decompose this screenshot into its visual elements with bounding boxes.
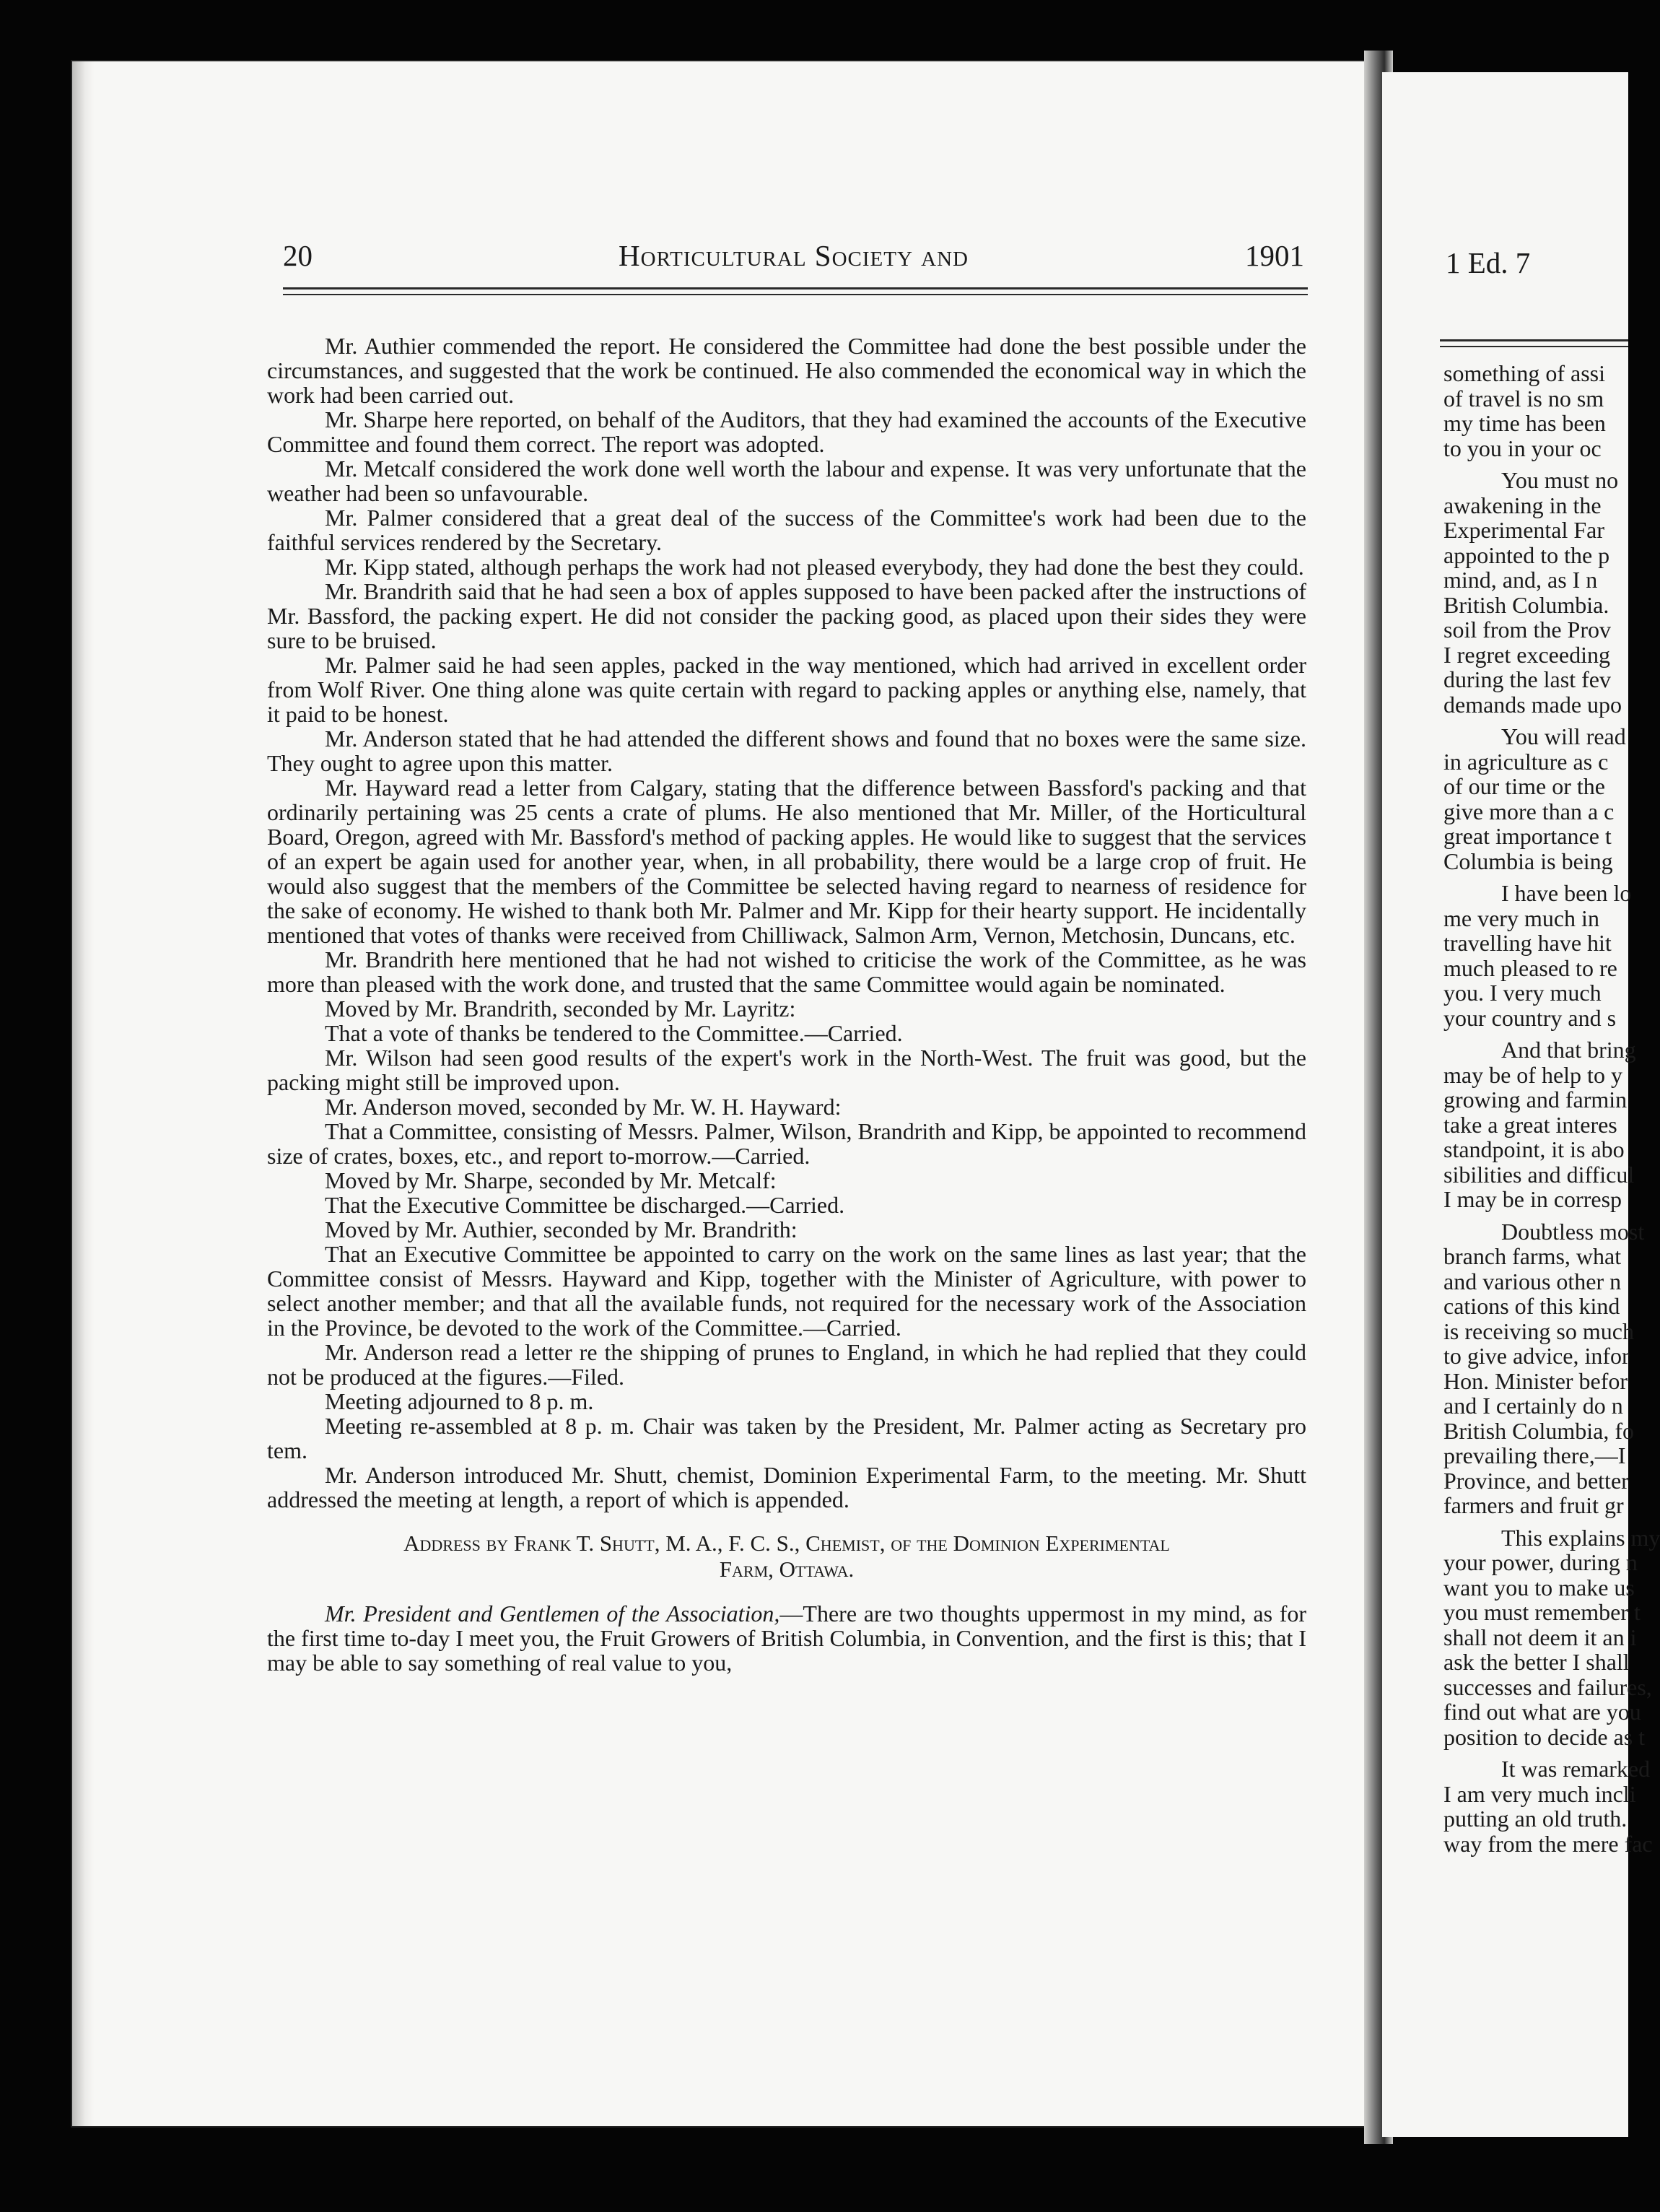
page-number: 20	[283, 239, 313, 272]
right-page-line: give more than a c	[1443, 798, 1615, 824]
right-header-rule-bottom	[1440, 346, 1628, 347]
running-header	[283, 238, 1304, 274]
paragraph: Mr. Palmer considered that a great deal of the success of the Committee's work had been due to the faithful services rendered by the Secretary.	[267, 505, 1306, 555]
right-page-line: during the last fev	[1443, 666, 1611, 692]
paragraph: That an Executive Committee be appointed to carry on the work on the same lines as last year; that the Committee consist of Messrs. Hayward and Kipp, together with the Minister of Agriculture, with power to select another member; and that all the available funds, not required for the necessary work of the Association in the Province, be devoted to the work of the Committee.—Carried.	[267, 1241, 1306, 1341]
right-page-line: standpoint, it is abo	[1443, 1136, 1625, 1162]
right-page-line: Doubtless most	[1501, 1218, 1645, 1245]
paragraph: That the Executive Committee be discharged.—Carried.	[325, 1192, 845, 1218]
right-page-line: you. I very much	[1443, 980, 1602, 1006]
left-page-body	[267, 334, 1306, 1675]
right-page-line: mind, and, as I n	[1443, 567, 1598, 593]
address-heading	[267, 1530, 1306, 1582]
paragraph: Mr. Kipp stated, although perhaps the work had not pleased everybody, they had done the best they could.	[325, 554, 1304, 580]
paragraph: Mr. Anderson stated that he had attended the different shows and found that no boxes were the same size. They ought to agree upon this matter.	[267, 726, 1306, 776]
right-page-line: Experimental Far	[1443, 517, 1605, 543]
right-page-line: demands made upo	[1443, 691, 1622, 718]
paragraph: Meeting re-assembled at 8 p. m. Chair was taken by the President, Mr. Palmer acting as Secretary pro tem.	[267, 1413, 1306, 1463]
paragraph-gap	[1443, 1212, 1660, 1219]
paragraph: That a Committee, consisting of Messrs. Palmer, Wilson, Brandrith and Kipp, be appointed to recommend size of crates, boxes, etc., and report to-morrow.—Carried.	[267, 1118, 1306, 1169]
right-page-line: putting an old truth.	[1443, 1806, 1628, 1832]
paragraph: Meeting adjourned to 8 p. m.	[325, 1388, 594, 1414]
right-page-line: Columbia is being	[1443, 848, 1613, 874]
right-page-line: your country and s	[1443, 1004, 1617, 1031]
right-page-line: me very much in	[1443, 905, 1599, 931]
header-year: 1901	[1245, 239, 1304, 272]
right-page-line: and various other n	[1443, 1268, 1622, 1294]
address-heading-line1: Address by Frank T. Shutt, M. A., F. C. S., Chemist, of the Dominion Experimental	[403, 1530, 1170, 1556]
address-opening	[267, 1601, 1306, 1675]
right-page-line: soil from the Prov	[1443, 617, 1611, 643]
right-page-line: may be of help to y	[1443, 1061, 1622, 1088]
right-page-line: And that bring	[1501, 1037, 1636, 1063]
right-page-line: Province, and better	[1443, 1467, 1629, 1494]
right-page-line: of our time or the	[1443, 773, 1605, 799]
paragraph: Moved by Mr. Authier, seconded by Mr. Brandrith:	[325, 1216, 798, 1242]
right-page-line: your power, during n	[1443, 1549, 1638, 1575]
right-page-body	[1443, 361, 1660, 1856]
right-page-line: British Columbia, fo	[1443, 1417, 1634, 1444]
paragraph: Mr. Authier commended the report. He considered the Committee had done the best possible under the circumstances, and suggested that the work be continued. He also commended the economical way in which the work had been carried out.	[267, 333, 1306, 408]
address-heading-line2: Farm, Ottawa.	[719, 1556, 855, 1582]
right-page-line: This explains my	[1501, 1524, 1660, 1551]
paragraph: Mr. Brandrith here mentioned that he had not wished to criticise the work of the Committee, as he was more than pleased with the work done, and trusted that the same Committee would again be nominated.	[267, 946, 1306, 997]
right-page-line: is receiving so much	[1443, 1318, 1634, 1344]
right-page-line: you must remember t	[1443, 1599, 1641, 1625]
right-page-line: farmers and fruit gr	[1443, 1492, 1624, 1518]
right-page-line: appointed to the p	[1443, 541, 1610, 568]
paragraph: Mr. Metcalf considered the work done well worth the labour and expense. It was very unfortunate that the weather had been so unfavourable.	[267, 456, 1306, 506]
page-edge	[72, 61, 94, 2126]
right-page-line: my time has been	[1443, 410, 1606, 436]
right-page-line: shall not deem it an i	[1443, 1624, 1637, 1650]
paragraph: Moved by Mr. Brandrith, seconded by Mr. Layritz:	[325, 996, 796, 1022]
right-header-rule-top	[1440, 339, 1628, 341]
right-page-line: find out what are you	[1443, 1699, 1641, 1725]
right-running-header: 1 Ed. 7	[1446, 246, 1531, 279]
right-page-line: cations of this kind	[1443, 1293, 1620, 1319]
right-page-line: sibilities and difficul	[1443, 1161, 1635, 1188]
right-page-line: in agriculture as c	[1443, 748, 1609, 775]
right-page-line: way from the mere fac	[1443, 1830, 1653, 1857]
right-page-line: I regret exceeding	[1443, 641, 1610, 668]
right-page-line: great importance t	[1443, 823, 1612, 849]
paragraph: Mr. Palmer said he had seen apples, packed in the way mentioned, which had arrived in excellent order from Wolf River. One thing alone was quite certain with regard to packing apples or anything else, namely, that it paid to be honest.	[267, 652, 1306, 727]
right-page-line: of travel is no sm	[1443, 385, 1604, 412]
paragraph: That a vote of thanks be tendered to the Committee.—Carried.	[325, 1020, 903, 1046]
right-page-line: to you in your oc	[1443, 435, 1602, 461]
paragraph-gap	[1443, 1518, 1660, 1525]
right-page-line: to give advice, infor	[1443, 1343, 1630, 1369]
right-page-line: position to decide as t	[1443, 1723, 1646, 1750]
right-page-line: successes and failures,	[1443, 1673, 1652, 1700]
right-page-line: much pleased to re	[1443, 954, 1617, 981]
right-page-line: travelling have hit	[1443, 930, 1612, 956]
right-page-line: You will read	[1501, 723, 1626, 749]
paragraph: Moved by Mr. Sharpe, seconded by Mr. Metcalf:	[325, 1167, 777, 1193]
right-page-line: want you to make us	[1443, 1574, 1635, 1601]
paragraph: Mr. Anderson introduced Mr. Shutt, chemist, Dominion Experimental Farm, to the meeting. Mr. Shutt addressed the meeting at length, a report of which is appended.	[267, 1462, 1306, 1512]
address-text: —There are two thoughts uppermost in my mind, as for the first time to-day I meet you, the Fruit Growers of British Columbia, in Convention, and the first is this; that I may be able to say something of real value to you,	[267, 1601, 1307, 1676]
header-rule-top	[283, 287, 1308, 289]
running-title: Horticultural Society and	[619, 239, 969, 272]
right-page-line: It was remarked	[1501, 1756, 1651, 1782]
right-page-line: take a great interes	[1443, 1111, 1617, 1138]
right-page-line: growing and farmin	[1443, 1087, 1628, 1112]
paragraph: Mr. Anderson moved, seconded by Mr. W. H. Hayward:	[325, 1094, 842, 1120]
salutation: Mr. President and Gentlemen of the Association,	[325, 1601, 780, 1627]
paragraph: Mr. Anderson read a letter re the shipping of prunes to England, in which he had replied that they could not be produced at the figures.—Filed.	[267, 1339, 1306, 1390]
paragraph: Mr. Sharpe here reported, on behalf of the Auditors, that they had examined the accounts of the Executive Committee and found them correct. The report was adopted.	[267, 406, 1306, 457]
right-page-line: I may be in corresp	[1443, 1186, 1622, 1212]
right-page-line: I have been lo	[1501, 880, 1632, 906]
right-page-line: something of assi	[1443, 360, 1605, 386]
right-page-line: British Columbia.	[1443, 591, 1609, 618]
right-page-line: prevailing there,—I	[1443, 1442, 1626, 1468]
right-page-line: Hon. Minister befor	[1443, 1367, 1628, 1394]
right-page-line: You must no	[1501, 467, 1619, 493]
header-rule-bottom	[283, 294, 1308, 295]
right-page-line: awakening in the	[1443, 492, 1602, 518]
paragraph: Mr. Brandrith said that he had seen a box of apples supposed to have been packed after the instructions of Mr. Bassford, the packing expert. He did not consider the packing good, as placed upon their sides they were sure to be bruised.	[267, 578, 1306, 653]
paragraph: Mr. Hayward read a letter from Calgary, stating that the difference between Bassford's packing and that ordinarily pertaining was 25 cents a crate of plums. He also mentioned that Mr. Miller, of the Horticultural Board, Oregon, agreed with Mr. Bassford's method of packing apples. He would like to suggest that the services of an expert be again used for another year, when, in all probability, there would be a large crop of fruit. He would also suggest that the members of the Committee be selected having regard to nearness of residence for the sake of economy. He wished to thank both Mr. Palmer and Mr. Kipp for their hearty support. He incidentally mentioned that votes of thanks were received from Chilliwack, Salmon Arm, Vernon, Metchosin, Duncans, etc.	[267, 775, 1306, 948]
right-page-line: I am very much incli	[1443, 1780, 1636, 1807]
paragraph: Mr. Wilson had seen good results of the expert's work in the North-West. The fruit was good, but the packing might still be improved upon.	[267, 1045, 1306, 1095]
right-page-line: ask the better I shall	[1443, 1649, 1630, 1675]
right-page-line: branch farms, what	[1443, 1243, 1622, 1269]
right-page-line: and I certainly do n	[1443, 1393, 1623, 1419]
